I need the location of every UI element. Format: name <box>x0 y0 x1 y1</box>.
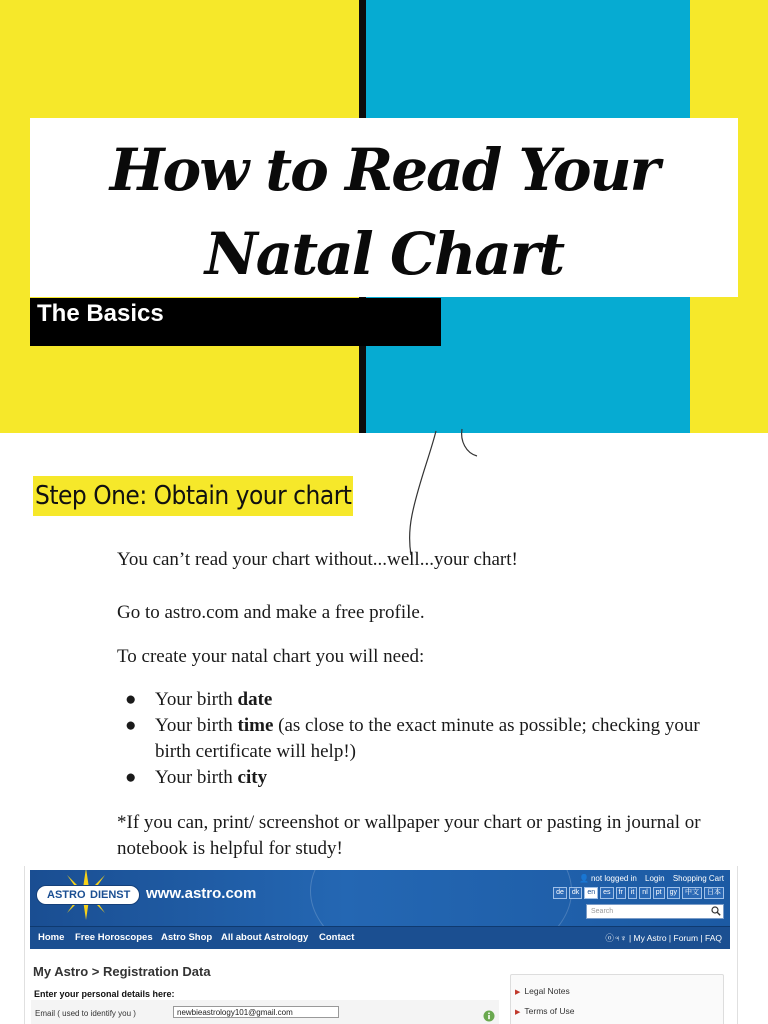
nav-about-astrology[interactable]: All about Astrology <box>221 932 309 943</box>
site-url[interactable]: www.astro.com <box>146 885 257 902</box>
doodle-line <box>380 425 500 565</box>
list-item-pre: Your birth <box>155 689 238 710</box>
language-selector <box>553 887 724 899</box>
list-item-post: (as close to the exact minute as possible; checking your birth certificate will help!) <box>155 715 700 762</box>
search-placeholder: Search <box>591 908 614 915</box>
search-icon[interactable] <box>711 906 721 916</box>
lang-de[interactable]: de <box>553 887 567 899</box>
email-row <box>31 1000 499 1024</box>
triangle-icon: ▶ <box>515 1009 521 1016</box>
lang-zh[interactable]: 中文 <box>682 887 702 899</box>
title-box <box>30 118 738 297</box>
study-tip: *If you can, print/ screenshot or wallpaper your chart or pasting in journal or notebook is helpful for study! <box>117 812 701 859</box>
lang-es[interactable]: es <box>600 887 613 899</box>
nav-user-links[interactable]: ⓞ♃♆ | My Astro | Forum | FAQ <box>605 933 722 943</box>
cart-link[interactable]: Shopping Cart <box>672 874 724 883</box>
lang-it[interactable]: it <box>628 887 638 899</box>
nav-astro-shop[interactable]: Astro Shop <box>161 932 213 943</box>
list-item-bold: time <box>237 715 274 736</box>
astro-screenshot <box>24 866 738 1024</box>
lang-dk[interactable]: dk <box>569 887 582 899</box>
breadcrumb: My Astro > Registration Data <box>33 964 211 979</box>
search-input[interactable] <box>586 904 724 919</box>
lang-gy[interactable]: gy <box>667 887 680 899</box>
lang-ja[interactable]: 日本 <box>704 887 724 899</box>
cover <box>0 0 768 433</box>
bullet-icon: ● <box>125 767 137 788</box>
list-item-bold: city <box>237 767 268 788</box>
login-status: not logged in <box>590 874 637 883</box>
form-heading: Enter your personal details here: <box>34 989 175 999</box>
list-item <box>117 687 717 713</box>
sidebar-links <box>510 974 724 1024</box>
nav-contact[interactable]: Contact <box>319 932 355 943</box>
email-label: Email ( used to identify you ) <box>35 1009 136 1018</box>
logo-word-astro: ASTRO <box>47 889 86 901</box>
nav-free-horoscopes[interactable]: Free Horoscopes <box>75 932 153 943</box>
sidebar-item-terms-of-use[interactable] <box>515 1005 574 1019</box>
requirements-text: To create your natal chart you will need: <box>117 646 425 667</box>
lang-fr[interactable]: fr <box>616 887 626 899</box>
step-heading: Step One: Obtain your chart <box>33 476 353 516</box>
astrodienst-logo[interactable] <box>36 885 140 905</box>
cover-subtitle: The Basics <box>37 300 164 327</box>
list-item-bold: date <box>237 689 273 710</box>
list-item-pre: Your birth <box>155 767 238 788</box>
login-link[interactable]: Login <box>645 874 665 883</box>
sidebar-item-label: Legal Notes <box>524 986 570 996</box>
info-icon[interactable] <box>483 1010 495 1022</box>
sidebar-item-legal-notes[interactable] <box>515 985 570 999</box>
decorative-arc <box>310 870 572 926</box>
instruction-text: Go to astro.com and make a free profile. <box>117 602 425 623</box>
lang-en[interactable]: en <box>584 887 598 899</box>
triangle-icon: ▶ <box>515 989 521 996</box>
main-nav <box>30 926 730 949</box>
nav-home[interactable]: Home <box>38 932 65 943</box>
email-field[interactable]: newbieastrology101@gmail.com <box>173 1006 339 1018</box>
subtitle-box <box>30 298 441 346</box>
intro-text: You can’t read your chart without...well...your chart! <box>117 549 518 570</box>
bullet-icon: ● <box>125 715 137 736</box>
list-item <box>117 713 717 765</box>
lang-pt[interactable]: pt <box>653 887 665 899</box>
list-item-pre: Your birth <box>155 715 238 736</box>
site-header <box>30 870 730 926</box>
lang-nl[interactable]: nl <box>639 887 650 899</box>
bullet-icon: ● <box>125 689 137 710</box>
sidebar-item-label: Terms of Use <box>524 1006 575 1016</box>
requirements-list <box>117 687 717 791</box>
logo-word-dienst: DIENST <box>90 889 131 901</box>
user-icon: 👤 <box>579 874 589 883</box>
account-bar <box>573 873 724 885</box>
list-item <box>117 765 717 791</box>
cover-title: How to Read Your Natal Chart <box>109 136 659 288</box>
